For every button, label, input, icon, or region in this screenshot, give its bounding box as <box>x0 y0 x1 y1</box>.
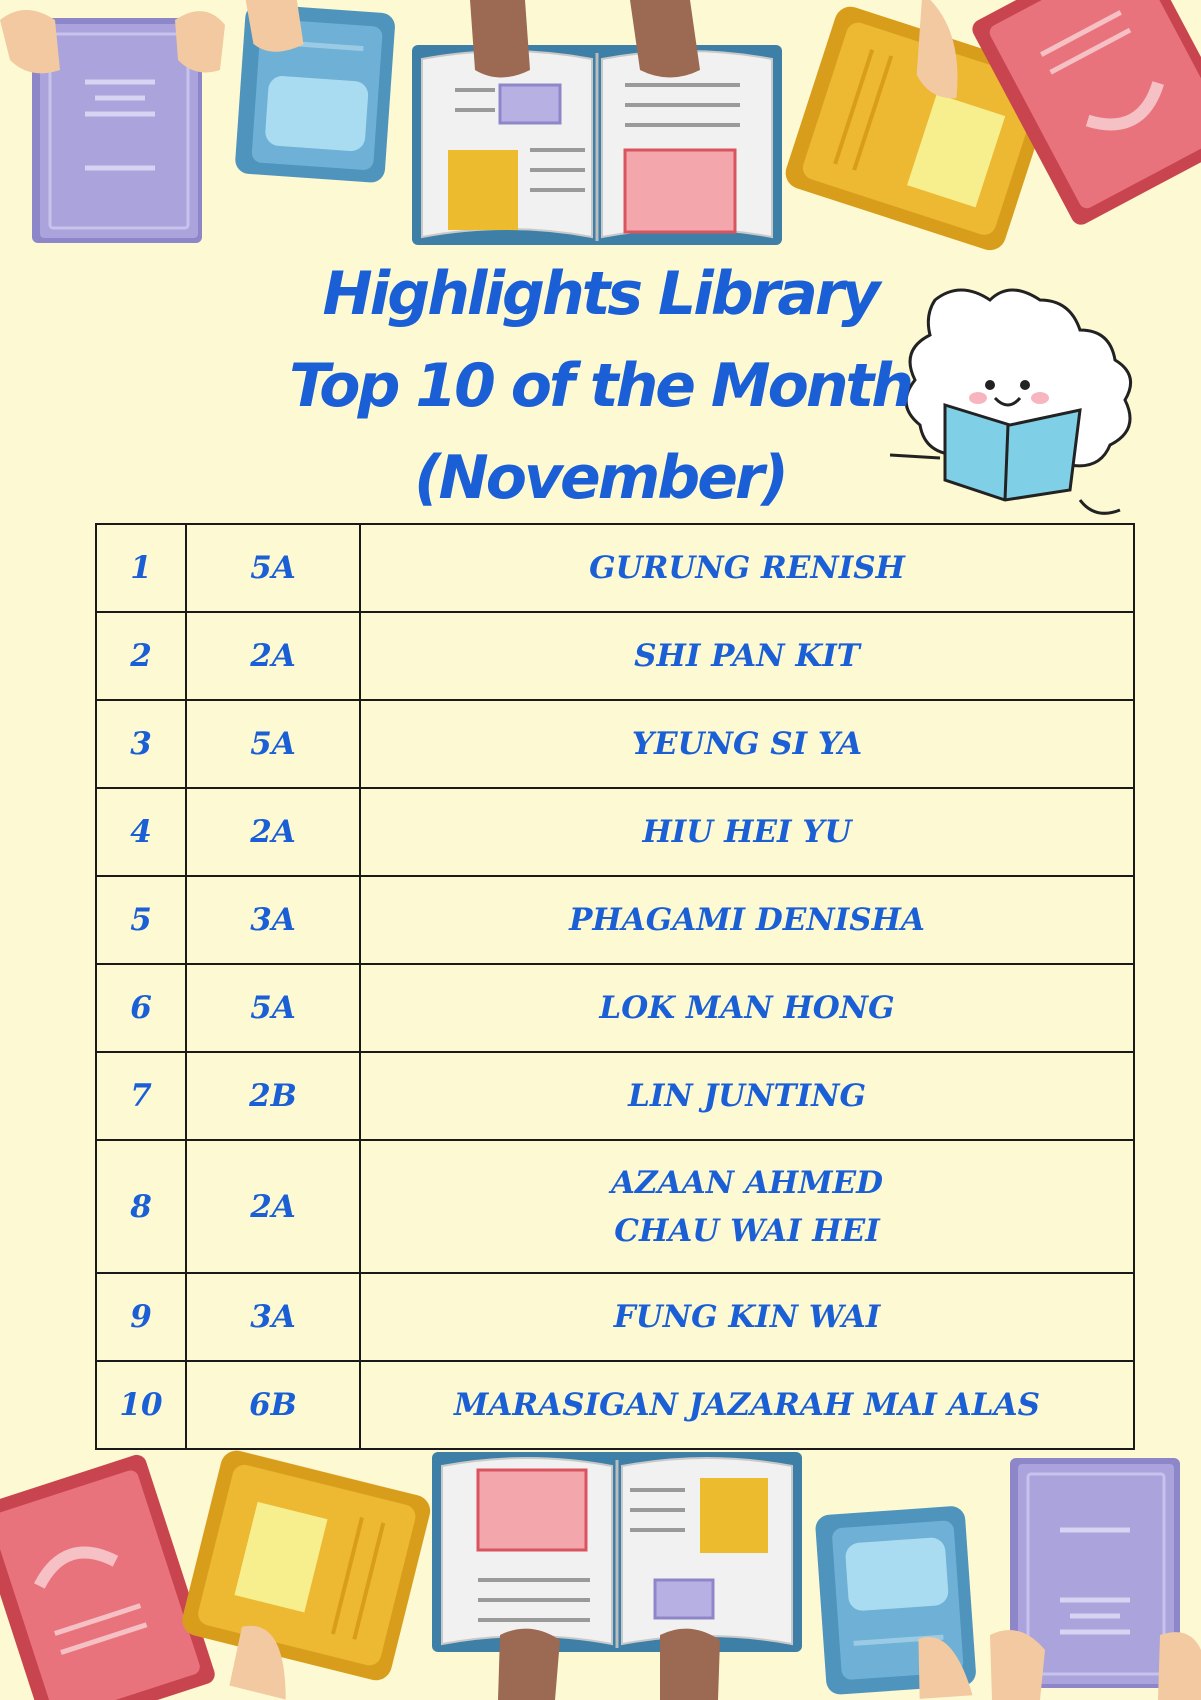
class-cell: 5A <box>186 964 360 1052</box>
table-row <box>96 700 1134 788</box>
title-line-2: Top 10 of the Month <box>289 351 911 421</box>
name-cell <box>360 700 1134 788</box>
ranking-table <box>95 523 1135 1450</box>
class-cell: 5A <box>186 524 360 612</box>
rank-cell: 2 <box>96 612 186 700</box>
blue-book-icon <box>232 0 396 183</box>
class-cell: 2A <box>186 1140 360 1273</box>
rank-cell: 3 <box>96 700 186 788</box>
name-cell <box>360 788 1134 876</box>
rank-cell: 10 <box>96 1361 186 1449</box>
student-name: AZAAN AHMED <box>610 1164 884 1201</box>
name-cell <box>360 964 1134 1052</box>
table-row <box>96 524 1134 612</box>
class-cell: 2A <box>186 788 360 876</box>
title-line-3: (November) <box>414 443 786 513</box>
table-row <box>96 1052 1134 1140</box>
student-name: PHAGAMI DENISHA <box>569 902 925 938</box>
rank-cell: 4 <box>96 788 186 876</box>
rank-cell: 9 <box>96 1273 186 1361</box>
table-row <box>96 1361 1134 1449</box>
open-book-icon <box>412 0 782 245</box>
class-cell: 3A <box>186 876 360 964</box>
name-cell <box>360 612 1134 700</box>
red-book-icon <box>0 1452 217 1700</box>
class-cell: 5A <box>186 700 360 788</box>
student-name: MARASIGAN JAZARAH MAI ALAS <box>454 1387 1040 1423</box>
name-cell <box>360 1140 1134 1273</box>
name-cell <box>360 1273 1134 1361</box>
class-cell: 2A <box>186 612 360 700</box>
table-row <box>96 612 1134 700</box>
purple-book-icon <box>990 1458 1201 1700</box>
table-row <box>96 964 1134 1052</box>
student-name: SHI PAN KIT <box>634 638 860 674</box>
name-cell <box>360 1361 1134 1449</box>
table-row <box>96 1273 1134 1361</box>
student-name: FUNG KIN WAI <box>613 1299 881 1335</box>
name-cell <box>360 876 1134 964</box>
student-name: LOK MAN HONG <box>599 990 895 1026</box>
student-name: LIN JUNTING <box>628 1078 866 1114</box>
rank-cell: 5 <box>96 876 186 964</box>
table-row <box>96 876 1134 964</box>
class-cell: 3A <box>186 1273 360 1361</box>
table-row <box>96 788 1134 876</box>
class-cell: 6B <box>186 1361 360 1449</box>
blue-book-icon <box>815 1505 978 1700</box>
student-name: CHAU WAI HEI <box>614 1212 880 1249</box>
table-row <box>96 1140 1134 1273</box>
student-name: HIU HEI YU <box>642 814 852 850</box>
student-name: GURUNG RENISH <box>589 550 905 586</box>
rank-cell: 6 <box>96 964 186 1052</box>
name-cell <box>360 524 1134 612</box>
class-cell: 2B <box>186 1052 360 1140</box>
rank-cell: 8 <box>96 1140 186 1273</box>
title-line-1: Highlights Library <box>322 259 878 329</box>
name-cell <box>360 1052 1134 1140</box>
student-name: YEUNG SI YA <box>631 726 863 762</box>
rank-cell: 1 <box>96 524 186 612</box>
purple-book-icon <box>0 10 225 243</box>
rank-cell: 7 <box>96 1052 186 1140</box>
open-book-icon <box>432 1452 802 1700</box>
poster-title <box>220 248 980 524</box>
